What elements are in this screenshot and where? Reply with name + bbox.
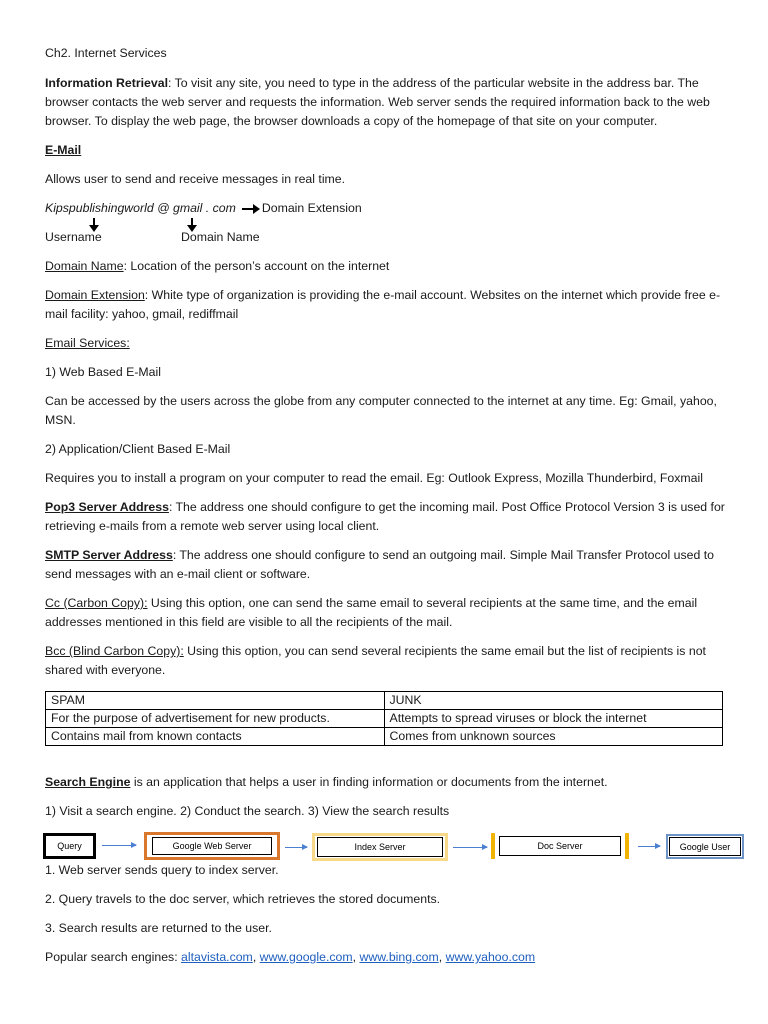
link-google[interactable]: www.google.com [259, 950, 353, 964]
email-example-row [45, 199, 725, 218]
bcc-paragraph: Bcc (Blind Carbon Copy): Using this option, you can send several recipients the same email but the list of recipients is not shared with everyone. [45, 644, 706, 677]
web-based-title: 1) Web Based E-Mail [45, 365, 161, 379]
cc-paragraph: Cc (Carbon Copy): Using this option, one can send the same email to several recipients at the same time, and the email addresses mentioned in this field are visible to all the recipients of the mail. [45, 596, 698, 629]
table-cell: Comes from unknown sources [384, 728, 723, 746]
table-row [46, 728, 723, 746]
email-example-address: Kipspublishingworld @ gmail . com [45, 201, 236, 215]
table-cell: Attempts to spread viruses or block the internet [384, 710, 723, 728]
table-cell: Contains mail from known contacts [46, 728, 385, 746]
email-services-heading: Email Services: [45, 336, 130, 350]
table-cell: For the purpose of advertisement for new products. [46, 710, 385, 728]
flow-box-index-server: Index Server [312, 833, 448, 861]
table-header-cell: SPAM [46, 692, 385, 710]
smtp-paragraph: SMTP Server Address: The address one should configure to send an outgoing mail. Simple Mail Transfer Protocol used to send messages with an e-mail client or software. [45, 548, 714, 581]
pop3-paragraph: Pop3 Server Address: The address one should configure to get the incoming mail. Post Office Protocol Version 3 is used for retrieving e-mails from a remote web server using local client. [45, 500, 725, 533]
page-title: Ch2. Internet Services [45, 46, 167, 60]
email-heading: E-Mail [45, 143, 82, 157]
popular-search-engines: Popular search engines: altavista.com, www.google.com, www.bing.com, www.yahoo.com [45, 950, 536, 964]
flow-arrow-icon [102, 845, 136, 846]
table-header-row [46, 692, 723, 710]
username-label: Username [45, 230, 102, 244]
link-bing[interactable]: www.bing.com [359, 950, 439, 964]
domain-extension-label: Domain Extension [261, 201, 362, 215]
domain-extension-paragraph: Domain Extension: White type of organization is providing the e-mail account. Websites on the internet which provide free e-mail facility: yahoo, gmail, rediffmail [45, 288, 721, 321]
search-point-1: 1. Web server sends query to index server. [45, 863, 279, 877]
link-altavista[interactable]: altavista.com [181, 950, 253, 964]
link-yahoo[interactable]: www.yahoo.com [445, 950, 536, 964]
info-retrieval-text: : To visit any site, you need to type in the address of the particular website in the address bar. The browser contacts the web server and requests the information. Web server sends the required information back to the web browser. To display the web page, the browser downloads a copy of the homepage of that site on your computer. [45, 76, 710, 128]
domain-name-label: Domain Name [181, 230, 260, 244]
flow-box-web-server: Google Web Server [144, 832, 280, 860]
search-engine-paragraph: Search Engine is an application that helps a user in finding information or documents from the internet. [45, 775, 608, 789]
flow-box-google-user: Google User [666, 834, 744, 859]
search-point-2: 2. Query travels to the doc server, which retrieves the stored documents. [45, 892, 441, 906]
spam-junk-table [45, 691, 723, 746]
table-row [46, 710, 723, 728]
flow-box-doc-server: Doc Server [491, 833, 629, 859]
flow-arrow-icon [285, 847, 307, 848]
flow-box-query: Query [43, 833, 96, 859]
web-based-text: Can be accessed by the users across the globe from any computer connected to the internet at any time. Eg: Gmail, yahoo, MSN. [45, 394, 717, 427]
table-header-cell: JUNK [384, 692, 723, 710]
domain-name-paragraph: Domain Name: Location of the person’s account on the internet [45, 259, 390, 273]
client-based-title: 2) Application/Client Based E-Mail [45, 442, 231, 456]
search-point-3: 3. Search results are returned to the user. [45, 921, 272, 935]
info-retrieval-paragraph [45, 74, 725, 131]
arrow-right-icon [242, 204, 260, 214]
search-steps: 1) Visit a search engine. 2) Conduct the search. 3) View the search results [45, 804, 450, 818]
flow-arrow-icon [453, 847, 487, 848]
info-retrieval-term: Information Retrieval [45, 76, 168, 90]
client-based-text: Requires you to install a program on your computer to read the email. Eg: Outlook Express, Mozilla Thunderbird, Foxmail [45, 471, 703, 485]
email-intro: Allows user to send and receive messages in real time. [45, 172, 346, 186]
flow-arrow-icon [638, 846, 660, 847]
